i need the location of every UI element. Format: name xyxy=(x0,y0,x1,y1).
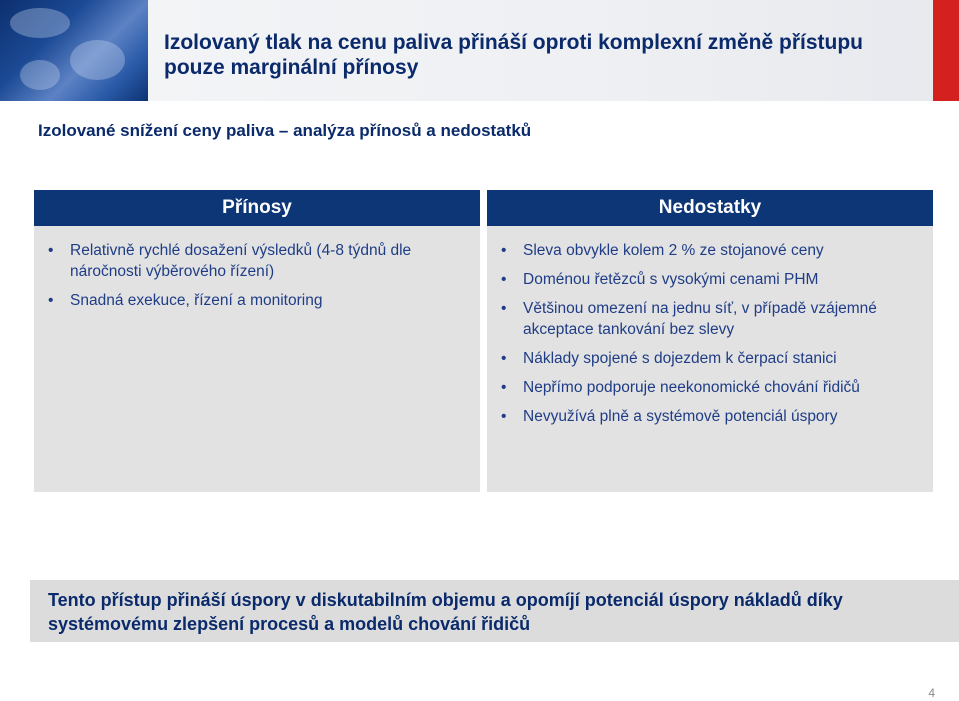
list-item: • Náklady spojené s dojezdem k čerpací stanici xyxy=(523,348,917,369)
red-accent-bar xyxy=(933,0,959,101)
list-item: • Snadná exekuce, řízení a monitoring xyxy=(70,290,464,311)
drawbacks-list xyxy=(487,226,933,427)
list-item: • Nepřímo podporuje neekonomické chování řidičů xyxy=(523,377,917,398)
page-number: 4 xyxy=(928,686,935,700)
list-item: • Sleva obvykle kolem 2 % ze stojanové ceny xyxy=(523,240,917,261)
list-item: • Doménou řetězců s vysokými cenami PHM xyxy=(523,269,917,290)
slide-title: Izolovaný tlak na cenu paliva přináší oproti komplexní změně přístupu pouze marginální přínosy xyxy=(164,31,863,79)
benefits-heading: Přínosy xyxy=(34,190,480,226)
list-item: • Většinou omezení na jednu síť, v případě vzájemné akceptace tankování bez slevy xyxy=(523,298,917,340)
drawbacks-heading: Nedostatky xyxy=(487,190,933,226)
drawbacks-panel xyxy=(487,226,933,492)
conclusion-text: Tento přístup přináší úspory v diskutabilním objemu a opomíjí potenciál úspory nákladů díky systémovému zlepšení procesů a modelů chování řidičů xyxy=(48,590,843,634)
list-item: • Relativně rychlé dosažení výsledků (4-8 týdnů dle náročnosti výběrového řízení) xyxy=(70,240,464,282)
benefits-panel xyxy=(34,226,480,492)
list-item: • Nevyužívá plně a systémově potenciál úspory xyxy=(523,406,917,427)
benefits-list xyxy=(34,226,480,311)
section-subtitle: Izolované snížení ceny paliva – analýza přínosů a nedostatků xyxy=(38,121,532,140)
world-map-image xyxy=(0,0,148,101)
